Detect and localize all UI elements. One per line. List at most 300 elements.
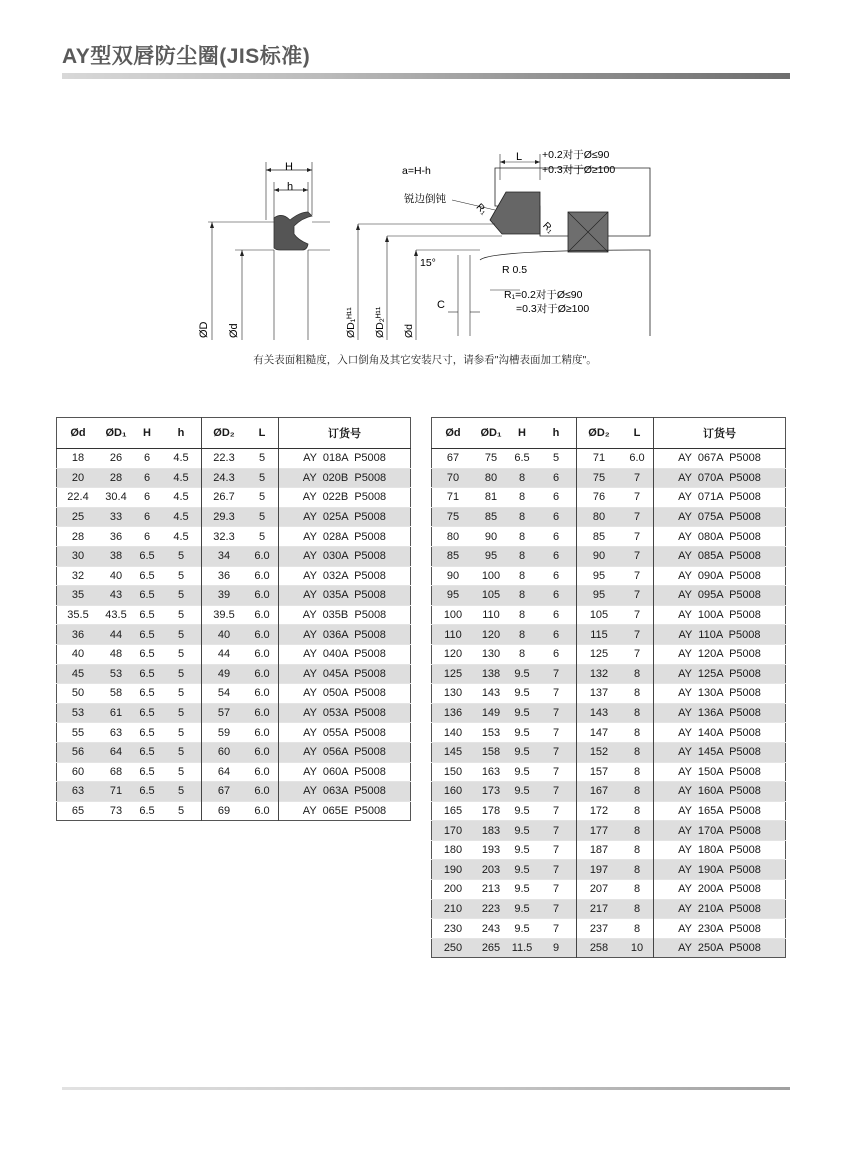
table-header-row: [57, 418, 411, 449]
table-cell: 80: [474, 468, 508, 488]
table-cell: 6: [133, 527, 161, 547]
order-number-cell: AY 050A P5008: [279, 684, 411, 704]
order-number-cell: AY 032A P5008: [279, 566, 411, 586]
table-cell: 6.0: [246, 684, 279, 704]
table-cell: 6: [133, 507, 161, 527]
col-header: 订货号: [654, 418, 786, 449]
table-cell: 7: [536, 899, 577, 919]
table-cell: 9.5: [508, 919, 536, 939]
table-cell: 100: [432, 605, 475, 625]
table-row: [432, 644, 786, 664]
table-cell: 18: [57, 449, 100, 469]
table-cell: 8: [621, 742, 654, 762]
col-header: Ød: [57, 418, 100, 449]
table-cell: 5: [246, 507, 279, 527]
label-H: H: [285, 161, 293, 173]
table-cell: 173: [474, 782, 508, 802]
table-cell: 5: [246, 527, 279, 547]
table-cell: 6.5: [133, 605, 161, 625]
order-number-cell: AY 160A P5008: [654, 782, 786, 802]
table-cell: 67: [202, 782, 247, 802]
table-cell: 80: [577, 507, 622, 527]
col-header: ØD₂: [577, 418, 622, 449]
col-header: ØD₁: [99, 418, 133, 449]
table-cell: 53: [99, 664, 133, 684]
table-cell: 6.5: [133, 703, 161, 723]
table-cell: 6.0: [246, 742, 279, 762]
table-cell: 197: [577, 860, 622, 880]
table-cell: 9.5: [508, 782, 536, 802]
table-cell: 5: [161, 684, 202, 704]
order-number-cell: AY 140A P5008: [654, 723, 786, 743]
table-cell: 6: [536, 586, 577, 606]
table-cell: 64: [99, 742, 133, 762]
table-row: [57, 703, 411, 723]
order-number-cell: AY 070A P5008: [654, 468, 786, 488]
table-cell: 7: [536, 821, 577, 841]
table-row: [432, 860, 786, 880]
table-cell: 58: [99, 684, 133, 704]
table-row: [57, 684, 411, 704]
table-cell: 132: [577, 664, 622, 684]
order-number-cell: AY 060A P5008: [279, 762, 411, 782]
table-cell: 4.5: [161, 488, 202, 508]
table-cell: 200: [432, 880, 475, 900]
table-cell: 6: [536, 605, 577, 625]
col-header: Ød: [432, 418, 475, 449]
label-R05: R 0.5: [502, 264, 528, 276]
table-cell: 167: [577, 782, 622, 802]
seal-profile: [198, 161, 330, 340]
table-row: [432, 527, 786, 547]
table-cell: 6.0: [246, 723, 279, 743]
table-row: [432, 899, 786, 919]
tolerance-2: +0.3对于Ø≥100: [542, 164, 616, 176]
table-cell: 6: [133, 468, 161, 488]
table-cell: 8: [508, 488, 536, 508]
table-cell: 237: [577, 919, 622, 939]
table-cell: 230: [432, 919, 475, 939]
label-chamfer: 锐边倒钝: [404, 193, 446, 205]
table-cell: 5: [161, 644, 202, 664]
table-cell: 8: [508, 586, 536, 606]
table-cell: 6.0: [246, 762, 279, 782]
table-cell: 6: [536, 644, 577, 664]
table-cell: 8: [621, 664, 654, 684]
table-row: [432, 586, 786, 606]
order-number-cell: AY 136A P5008: [654, 703, 786, 723]
table-cell: 61: [99, 703, 133, 723]
order-number-cell: AY 110A P5008: [654, 625, 786, 645]
table-cell: 203: [474, 860, 508, 880]
table-cell: 157: [577, 762, 622, 782]
label-OD1: ØD₁ᴴ¹¹: [345, 307, 357, 338]
table-row: [432, 762, 786, 782]
table-cell: 158: [474, 742, 508, 762]
table-row: [57, 546, 411, 566]
table-cell: 85: [474, 507, 508, 527]
table-cell: 150: [432, 762, 475, 782]
table-cell: 71: [577, 449, 622, 469]
order-number-cell: AY 085A P5008: [654, 546, 786, 566]
table-cell: 8: [621, 684, 654, 704]
order-number-cell: AY 056A P5008: [279, 742, 411, 762]
table-cell: 6.0: [246, 644, 279, 664]
table-row: [432, 488, 786, 508]
table-cell: 8: [508, 468, 536, 488]
table-cell: 6.0: [246, 703, 279, 723]
order-number-cell: AY 063A P5008: [279, 782, 411, 802]
table-cell: 32.3: [202, 527, 247, 547]
r1-note-2: =0.3对于Ø≥100: [516, 303, 590, 315]
table-cell: 20: [57, 468, 100, 488]
table-cell: 8: [621, 703, 654, 723]
table-cell: 258: [577, 938, 622, 958]
order-number-cell: AY 022B P5008: [279, 488, 411, 508]
table-cell: 35.5: [57, 605, 100, 625]
table-cell: 6.5: [133, 546, 161, 566]
table-row: [432, 723, 786, 743]
table-cell: 177: [577, 821, 622, 841]
table-cell: 90: [577, 546, 622, 566]
order-number-cell: AY 065E P5008: [279, 801, 411, 821]
table-cell: 7: [621, 546, 654, 566]
order-number-cell: AY 067A P5008: [654, 449, 786, 469]
installation-view: [345, 148, 650, 340]
label-C: C: [437, 299, 445, 311]
table-cell: 152: [577, 742, 622, 762]
table-row: [432, 605, 786, 625]
table-cell: 75: [474, 449, 508, 469]
table-cell: 180: [432, 840, 475, 860]
page-title: AY型双唇防尘圈(JIS标准): [62, 45, 311, 68]
table-cell: 85: [432, 546, 475, 566]
table-cell: 70: [432, 468, 475, 488]
col-header: ØD₂: [202, 418, 247, 449]
table-cell: 95: [474, 546, 508, 566]
table-cell: 9.5: [508, 801, 536, 821]
table-cell: 64: [202, 762, 247, 782]
label-OD: ØD: [198, 321, 210, 338]
table-cell: 7: [536, 664, 577, 684]
order-number-cell: AY 250A P5008: [654, 938, 786, 958]
table-cell: 7: [536, 919, 577, 939]
table-row: [57, 723, 411, 743]
table-header-row: [432, 418, 786, 449]
table-cell: 178: [474, 801, 508, 821]
table-row: [432, 664, 786, 684]
tolerance-1: +0.2对于Ø≤90: [542, 149, 610, 161]
table-cell: 43.5: [99, 605, 133, 625]
table-row: [432, 449, 786, 469]
table-cell: 6.5: [133, 664, 161, 684]
table-cell: 8: [621, 723, 654, 743]
table-cell: 110: [474, 605, 508, 625]
table-cell: 5: [161, 782, 202, 802]
table-cell: 5: [161, 723, 202, 743]
size-table-right: [431, 417, 786, 958]
table-cell: 243: [474, 919, 508, 939]
table-cell: 44: [202, 644, 247, 664]
order-number-cell: AY 018A P5008: [279, 449, 411, 469]
table-cell: 6.0: [246, 625, 279, 645]
table-cell: 22.3: [202, 449, 247, 469]
label-a: a=H-h: [402, 165, 431, 177]
table-cell: 28: [99, 468, 133, 488]
order-number-cell: AY 071A P5008: [654, 488, 786, 508]
order-number-cell: AY 075A P5008: [654, 507, 786, 527]
table-cell: 160: [432, 782, 475, 802]
table-cell: 63: [99, 723, 133, 743]
table-cell: 9.5: [508, 860, 536, 880]
installation-note: 有关表面粗糙度，入口倒角及其它安装尺寸，请参看"沟槽表面加工精度"。: [253, 354, 597, 366]
table-cell: 250: [432, 938, 475, 958]
table-cell: 7: [536, 723, 577, 743]
table-cell: 207: [577, 880, 622, 900]
table-cell: 33: [99, 507, 133, 527]
size-table-left: [56, 417, 411, 821]
table-cell: 7: [536, 742, 577, 762]
table-cell: 6.0: [246, 801, 279, 821]
table-cell: 90: [474, 527, 508, 547]
table-cell: 38: [99, 546, 133, 566]
table-cell: 6: [536, 566, 577, 586]
table-cell: 9.5: [508, 703, 536, 723]
table-cell: 170: [432, 821, 475, 841]
table-cell: 6.5: [133, 625, 161, 645]
table-cell: 5: [161, 801, 202, 821]
order-number-cell: AY 120A P5008: [654, 644, 786, 664]
table-cell: 95: [432, 586, 475, 606]
table-cell: 7: [536, 684, 577, 704]
table-row: [432, 742, 786, 762]
table-cell: 8: [508, 566, 536, 586]
table-cell: 193: [474, 840, 508, 860]
table-cell: 69: [202, 801, 247, 821]
table-cell: 6.0: [621, 449, 654, 469]
table-cell: 5: [536, 449, 577, 469]
table-row: [57, 468, 411, 488]
order-number-cell: AY 200A P5008: [654, 880, 786, 900]
table-row: [57, 644, 411, 664]
col-header: 订货号: [279, 418, 411, 449]
table-cell: 8: [621, 762, 654, 782]
table-cell: 223: [474, 899, 508, 919]
table-cell: 7: [536, 762, 577, 782]
table-row: [432, 703, 786, 723]
order-number-cell: AY 035A P5008: [279, 586, 411, 606]
table-cell: 9.5: [508, 899, 536, 919]
table-row: [432, 782, 786, 802]
table-cell: 183: [474, 821, 508, 841]
order-number-cell: AY 125A P5008: [654, 664, 786, 684]
table-cell: 6: [536, 507, 577, 527]
table-cell: 140: [432, 723, 475, 743]
table-cell: 7: [621, 507, 654, 527]
col-header: h: [536, 418, 577, 449]
order-number-cell: AY 190A P5008: [654, 860, 786, 880]
table-cell: 59: [202, 723, 247, 743]
label-L: L: [516, 151, 523, 163]
table-cell: 85: [577, 527, 622, 547]
table-cell: 6.0: [246, 546, 279, 566]
table-cell: 130: [432, 684, 475, 704]
table-cell: 53: [57, 703, 100, 723]
table-cell: 36: [57, 625, 100, 645]
table-cell: 6.0: [246, 605, 279, 625]
table-cell: 40: [202, 625, 247, 645]
table-cell: 6: [536, 546, 577, 566]
table-cell: 163: [474, 762, 508, 782]
table-cell: 5: [161, 625, 202, 645]
table-cell: 4.5: [161, 449, 202, 469]
table-cell: 6: [536, 527, 577, 547]
table-row: [57, 566, 411, 586]
table-cell: 5: [161, 605, 202, 625]
seal-installation-diagram: [190, 140, 670, 350]
table-cell: 7: [536, 860, 577, 880]
table-cell: 49: [202, 664, 247, 684]
label-R1b: R₁: [540, 220, 556, 236]
table-cell: 6.5: [133, 684, 161, 704]
table-cell: 265: [474, 938, 508, 958]
table-cell: 137: [577, 684, 622, 704]
table-cell: 57: [202, 703, 247, 723]
table-row: [432, 566, 786, 586]
table-cell: 125: [432, 664, 475, 684]
table-cell: 54: [202, 684, 247, 704]
table-cell: 172: [577, 801, 622, 821]
table-cell: 48: [99, 644, 133, 664]
table-cell: 6.0: [246, 586, 279, 606]
col-header: L: [621, 418, 654, 449]
col-header: H: [508, 418, 536, 449]
table-cell: 63: [57, 782, 100, 802]
table-cell: 7: [536, 840, 577, 860]
table-cell: 6.5: [133, 644, 161, 664]
table-cell: 9.5: [508, 821, 536, 841]
table-cell: 8: [508, 605, 536, 625]
table-cell: 105: [474, 586, 508, 606]
order-number-cell: AY 035B P5008: [279, 605, 411, 625]
table-cell: 7: [536, 880, 577, 900]
label-h: h: [287, 181, 294, 193]
table-row: [57, 801, 411, 821]
table-row: [432, 625, 786, 645]
table-cell: 8: [508, 644, 536, 664]
table-cell: 5: [161, 742, 202, 762]
table-cell: 39: [202, 586, 247, 606]
table-cell: 147: [577, 723, 622, 743]
table-row: [432, 938, 786, 958]
table-cell: 8: [621, 919, 654, 939]
table-cell: 6.5: [133, 586, 161, 606]
table-cell: 217: [577, 899, 622, 919]
table-cell: 138: [474, 664, 508, 684]
order-number-cell: AY 028A P5008: [279, 527, 411, 547]
table-row: [57, 762, 411, 782]
table-cell: 36: [202, 566, 247, 586]
table-cell: 6: [536, 488, 577, 508]
table-cell: 75: [577, 468, 622, 488]
table-cell: 6: [133, 449, 161, 469]
table-cell: 8: [621, 860, 654, 880]
order-number-cell: AY 210A P5008: [654, 899, 786, 919]
footer-divider: [62, 1087, 790, 1090]
table-cell: 9: [536, 938, 577, 958]
order-number-cell: AY 080A P5008: [654, 527, 786, 547]
table-cell: 5: [161, 703, 202, 723]
table-cell: 5: [161, 762, 202, 782]
order-number-cell: AY 165A P5008: [654, 801, 786, 821]
table-cell: 4.5: [161, 507, 202, 527]
table-cell: 125: [577, 644, 622, 664]
table-cell: 5: [161, 586, 202, 606]
table-cell: 6: [133, 488, 161, 508]
order-number-cell: AY 055A P5008: [279, 723, 411, 743]
table-cell: 8: [621, 821, 654, 841]
order-number-cell: AY 145A P5008: [654, 742, 786, 762]
table-cell: 71: [432, 488, 475, 508]
table-row: [57, 782, 411, 802]
table-cell: 22.4: [57, 488, 100, 508]
table-cell: 56: [57, 742, 100, 762]
table-row: [432, 919, 786, 939]
table-cell: 4.5: [161, 468, 202, 488]
order-number-cell: AY 230A P5008: [654, 919, 786, 939]
table-cell: 105: [577, 605, 622, 625]
table-row: [57, 664, 411, 684]
table-row: [57, 449, 411, 469]
table-cell: 40: [57, 644, 100, 664]
order-number-cell: AY 130A P5008: [654, 684, 786, 704]
table-cell: 9.5: [508, 723, 536, 743]
table-cell: 8: [508, 546, 536, 566]
table-cell: 6.0: [246, 782, 279, 802]
table-cell: 120: [474, 625, 508, 645]
col-header: h: [161, 418, 202, 449]
table-cell: 6.0: [246, 664, 279, 684]
table-cell: 50: [57, 684, 100, 704]
table-cell: 65: [57, 801, 100, 821]
table-cell: 55: [57, 723, 100, 743]
order-number-cell: AY 180A P5008: [654, 840, 786, 860]
table-cell: 73: [99, 801, 133, 821]
table-cell: 6.0: [246, 566, 279, 586]
table-cell: 8: [621, 801, 654, 821]
table-row: [432, 821, 786, 841]
order-number-cell: AY 025A P5008: [279, 507, 411, 527]
col-header: L: [246, 418, 279, 449]
order-number-cell: AY 040A P5008: [279, 644, 411, 664]
order-number-cell: AY 150A P5008: [654, 762, 786, 782]
table-row: [432, 684, 786, 704]
table-cell: 7: [621, 527, 654, 547]
table-cell: 11.5: [508, 938, 536, 958]
table-row: [57, 605, 411, 625]
table-cell: 7: [621, 488, 654, 508]
table-cell: 187: [577, 840, 622, 860]
table-cell: 35: [57, 586, 100, 606]
table-cell: 6.5: [133, 782, 161, 802]
table-cell: 5: [161, 664, 202, 684]
table-cell: 5: [161, 546, 202, 566]
table-cell: 60: [57, 762, 100, 782]
table-cell: 130: [474, 644, 508, 664]
table-row: [432, 801, 786, 821]
table-cell: 7: [621, 566, 654, 586]
table-row: [432, 468, 786, 488]
